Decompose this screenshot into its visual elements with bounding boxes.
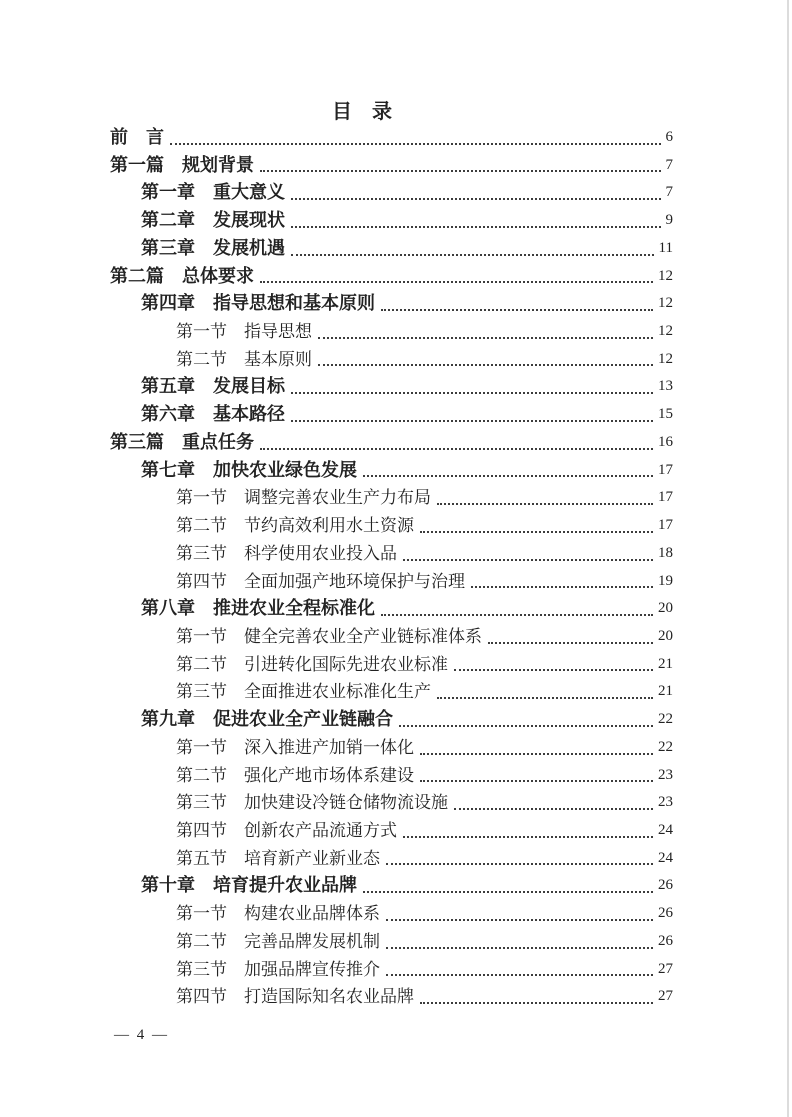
toc-entry xyxy=(110,845,673,873)
toc-entry xyxy=(110,623,673,651)
toc-entry-label: 第四章 指导思想和基本原则 xyxy=(141,293,375,314)
toc-entry xyxy=(110,401,673,429)
toc-entry-label: 第二节 基本原则 xyxy=(176,349,312,369)
toc-entry xyxy=(110,207,673,235)
dot-leader xyxy=(363,475,653,477)
toc-entry-label: 第二节 完善品牌发展机制 xyxy=(176,931,380,951)
dot-leader xyxy=(403,836,653,838)
toc-entry-label: 第九章 促进农业全产业链融合 xyxy=(141,709,393,730)
dot-leader xyxy=(437,503,653,505)
dot-leader xyxy=(420,753,653,755)
dot-leader xyxy=(291,198,661,200)
toc-entry-page: 17 xyxy=(658,517,673,534)
dot-leader xyxy=(386,863,653,865)
toc-entry-page: 22 xyxy=(658,738,673,755)
toc-entry xyxy=(110,512,673,540)
dot-leader xyxy=(399,725,653,727)
toc-entry-label: 第一章 重大意义 xyxy=(141,182,285,203)
toc-entry xyxy=(110,872,673,900)
toc-entry-label: 第五节 培育新产业新业态 xyxy=(176,848,380,868)
dot-leader xyxy=(386,919,653,921)
dot-leader xyxy=(291,226,661,228)
toc-entry-page: 6 xyxy=(665,129,673,145)
toc-entry-label: 第一节 构建农业品牌体系 xyxy=(176,904,380,924)
toc-entry-label: 第三节 加快建设冷链仓储物流设施 xyxy=(176,793,448,813)
toc-entry xyxy=(110,678,673,706)
toc-entry-label: 第八章 推进农业全程标准化 xyxy=(141,598,375,619)
dot-leader xyxy=(291,420,653,422)
toc-entry-page: 20 xyxy=(658,627,673,644)
dot-leader xyxy=(420,780,653,782)
scan-edge-line xyxy=(787,0,789,1117)
toc-entry-label: 第一节 健全完善农业全产业链标准体系 xyxy=(176,626,482,646)
toc-entry-page: 22 xyxy=(658,711,673,728)
toc-entry-label: 第一篇 规划背景 xyxy=(110,154,254,175)
toc-entry-label: 第三节 科学使用农业投入品 xyxy=(176,543,397,563)
toc-entry-page: 16 xyxy=(658,433,673,450)
dot-leader xyxy=(403,559,653,561)
toc-entry xyxy=(110,429,673,457)
dot-leader xyxy=(260,170,661,172)
toc-entry-page: 27 xyxy=(658,988,673,1005)
toc-entry-label: 第三篇 重点任务 xyxy=(110,431,254,452)
dot-leader xyxy=(381,309,653,311)
dot-leader xyxy=(291,392,653,394)
toc-entry-page: 26 xyxy=(658,905,673,922)
toc-entry-label: 第一节 指导思想 xyxy=(176,322,312,342)
toc-entry xyxy=(110,457,673,485)
toc-entry-label: 第五章 发展目标 xyxy=(141,376,285,397)
toc-entry xyxy=(110,983,673,1011)
toc-entry-page: 18 xyxy=(658,544,673,561)
toc-entry-page: 7 xyxy=(665,156,673,173)
toc-entry-page: 20 xyxy=(658,600,673,617)
dot-leader xyxy=(420,1002,653,1004)
dot-leader xyxy=(454,669,653,671)
toc-entry-page: 15 xyxy=(658,406,673,423)
toc-entry-label: 第三节 加强品牌宣传推介 xyxy=(176,959,380,979)
toc-entry xyxy=(110,124,673,152)
dot-leader xyxy=(471,586,653,588)
toc-entry-label: 第四节 全面加强产地环境保护与治理 xyxy=(176,571,465,591)
page-number-footer: — 4 — xyxy=(114,1027,169,1043)
toc-entry-page: 11 xyxy=(658,239,673,256)
toc-entry-page: 9 xyxy=(665,212,673,229)
toc-entry xyxy=(110,263,673,291)
toc-entry xyxy=(110,373,673,401)
toc-entry xyxy=(110,568,673,596)
toc-entry-label: 第七章 加快农业绿色发展 xyxy=(141,459,357,480)
toc-entry-page: 21 xyxy=(658,655,673,672)
toc-entry-page: 19 xyxy=(658,572,673,589)
toc-entry xyxy=(110,179,673,207)
toc-entry xyxy=(110,817,673,845)
toc-entry xyxy=(110,540,673,568)
toc-entry xyxy=(110,290,673,318)
dot-leader xyxy=(437,697,653,699)
toc-entry-page: 13 xyxy=(658,378,673,395)
toc-entry xyxy=(110,789,673,817)
toc-entry-label: 第三章 发展机遇 xyxy=(141,237,285,258)
dot-leader xyxy=(318,337,653,339)
toc-entry-label: 第十章 培育提升农业品牌 xyxy=(141,875,357,896)
toc-entry-page: 12 xyxy=(658,323,673,340)
toc-entry xyxy=(110,346,673,374)
toc-list xyxy=(110,124,673,1011)
toc-entry xyxy=(110,706,673,734)
toc-entry-label: 前 言 xyxy=(110,127,164,147)
toc-entry xyxy=(110,235,673,263)
dot-leader xyxy=(170,143,661,145)
toc-entry-page: 26 xyxy=(658,877,673,894)
toc-entry-label: 第二节 引进转化国际先进农业标准 xyxy=(176,654,448,674)
toc-entry-label: 第二节 节约高效利用水土资源 xyxy=(176,516,414,536)
dot-leader xyxy=(386,974,653,976)
toc-entry-label: 第三节 全面推进农业标准化生产 xyxy=(176,682,431,702)
toc-entry-label: 第二节 强化产地市场体系建设 xyxy=(176,765,414,785)
toc-entry xyxy=(110,484,673,512)
toc-entry-page: 17 xyxy=(658,461,673,478)
toc-entry xyxy=(110,928,673,956)
dot-leader xyxy=(363,891,653,893)
toc-entry-page: 21 xyxy=(658,683,673,700)
dot-leader xyxy=(420,531,653,533)
toc-entry xyxy=(110,734,673,762)
toc-entry-label: 第四节 打造国际知名农业品牌 xyxy=(176,987,414,1007)
toc-entry-page: 26 xyxy=(658,932,673,949)
toc-entry-label: 第二篇 总体要求 xyxy=(110,265,254,286)
toc-entry-page: 12 xyxy=(658,350,673,367)
toc-entry xyxy=(110,152,673,180)
toc-entry xyxy=(110,900,673,928)
toc-entry xyxy=(110,651,673,679)
dot-leader xyxy=(386,947,653,949)
page-title: 目 录 xyxy=(332,101,392,123)
dot-leader xyxy=(488,642,653,644)
toc-entry-page: 24 xyxy=(658,821,673,838)
dot-leader xyxy=(260,448,653,450)
toc-entry-page: 24 xyxy=(658,849,673,866)
toc-entry-label: 第四节 创新农产品流通方式 xyxy=(176,820,397,840)
dot-leader xyxy=(318,364,653,366)
toc-entry-page: 12 xyxy=(658,267,673,284)
toc-entry xyxy=(110,762,673,790)
toc-entry-page: 23 xyxy=(658,766,673,783)
toc-entry-label: 第一节 深入推进产加销一体化 xyxy=(176,737,414,757)
dot-leader xyxy=(260,281,653,283)
toc-entry-page: 17 xyxy=(658,489,673,506)
toc-entry-page: 12 xyxy=(658,295,673,312)
toc-entry-label: 第二章 发展现状 xyxy=(141,210,285,231)
dot-leader xyxy=(454,808,653,810)
dot-leader xyxy=(381,614,653,616)
dot-leader xyxy=(291,254,654,256)
toc-entry-page: 7 xyxy=(665,184,673,201)
toc-entry-page: 23 xyxy=(658,794,673,811)
toc-entry-label: 第六章 基本路径 xyxy=(141,404,285,425)
toc-entry xyxy=(110,956,673,984)
toc-entry xyxy=(110,595,673,623)
toc-entry-page: 27 xyxy=(658,960,673,977)
toc-entry xyxy=(110,318,673,346)
toc-entry-label: 第一节 调整完善农业生产力布局 xyxy=(176,488,431,508)
